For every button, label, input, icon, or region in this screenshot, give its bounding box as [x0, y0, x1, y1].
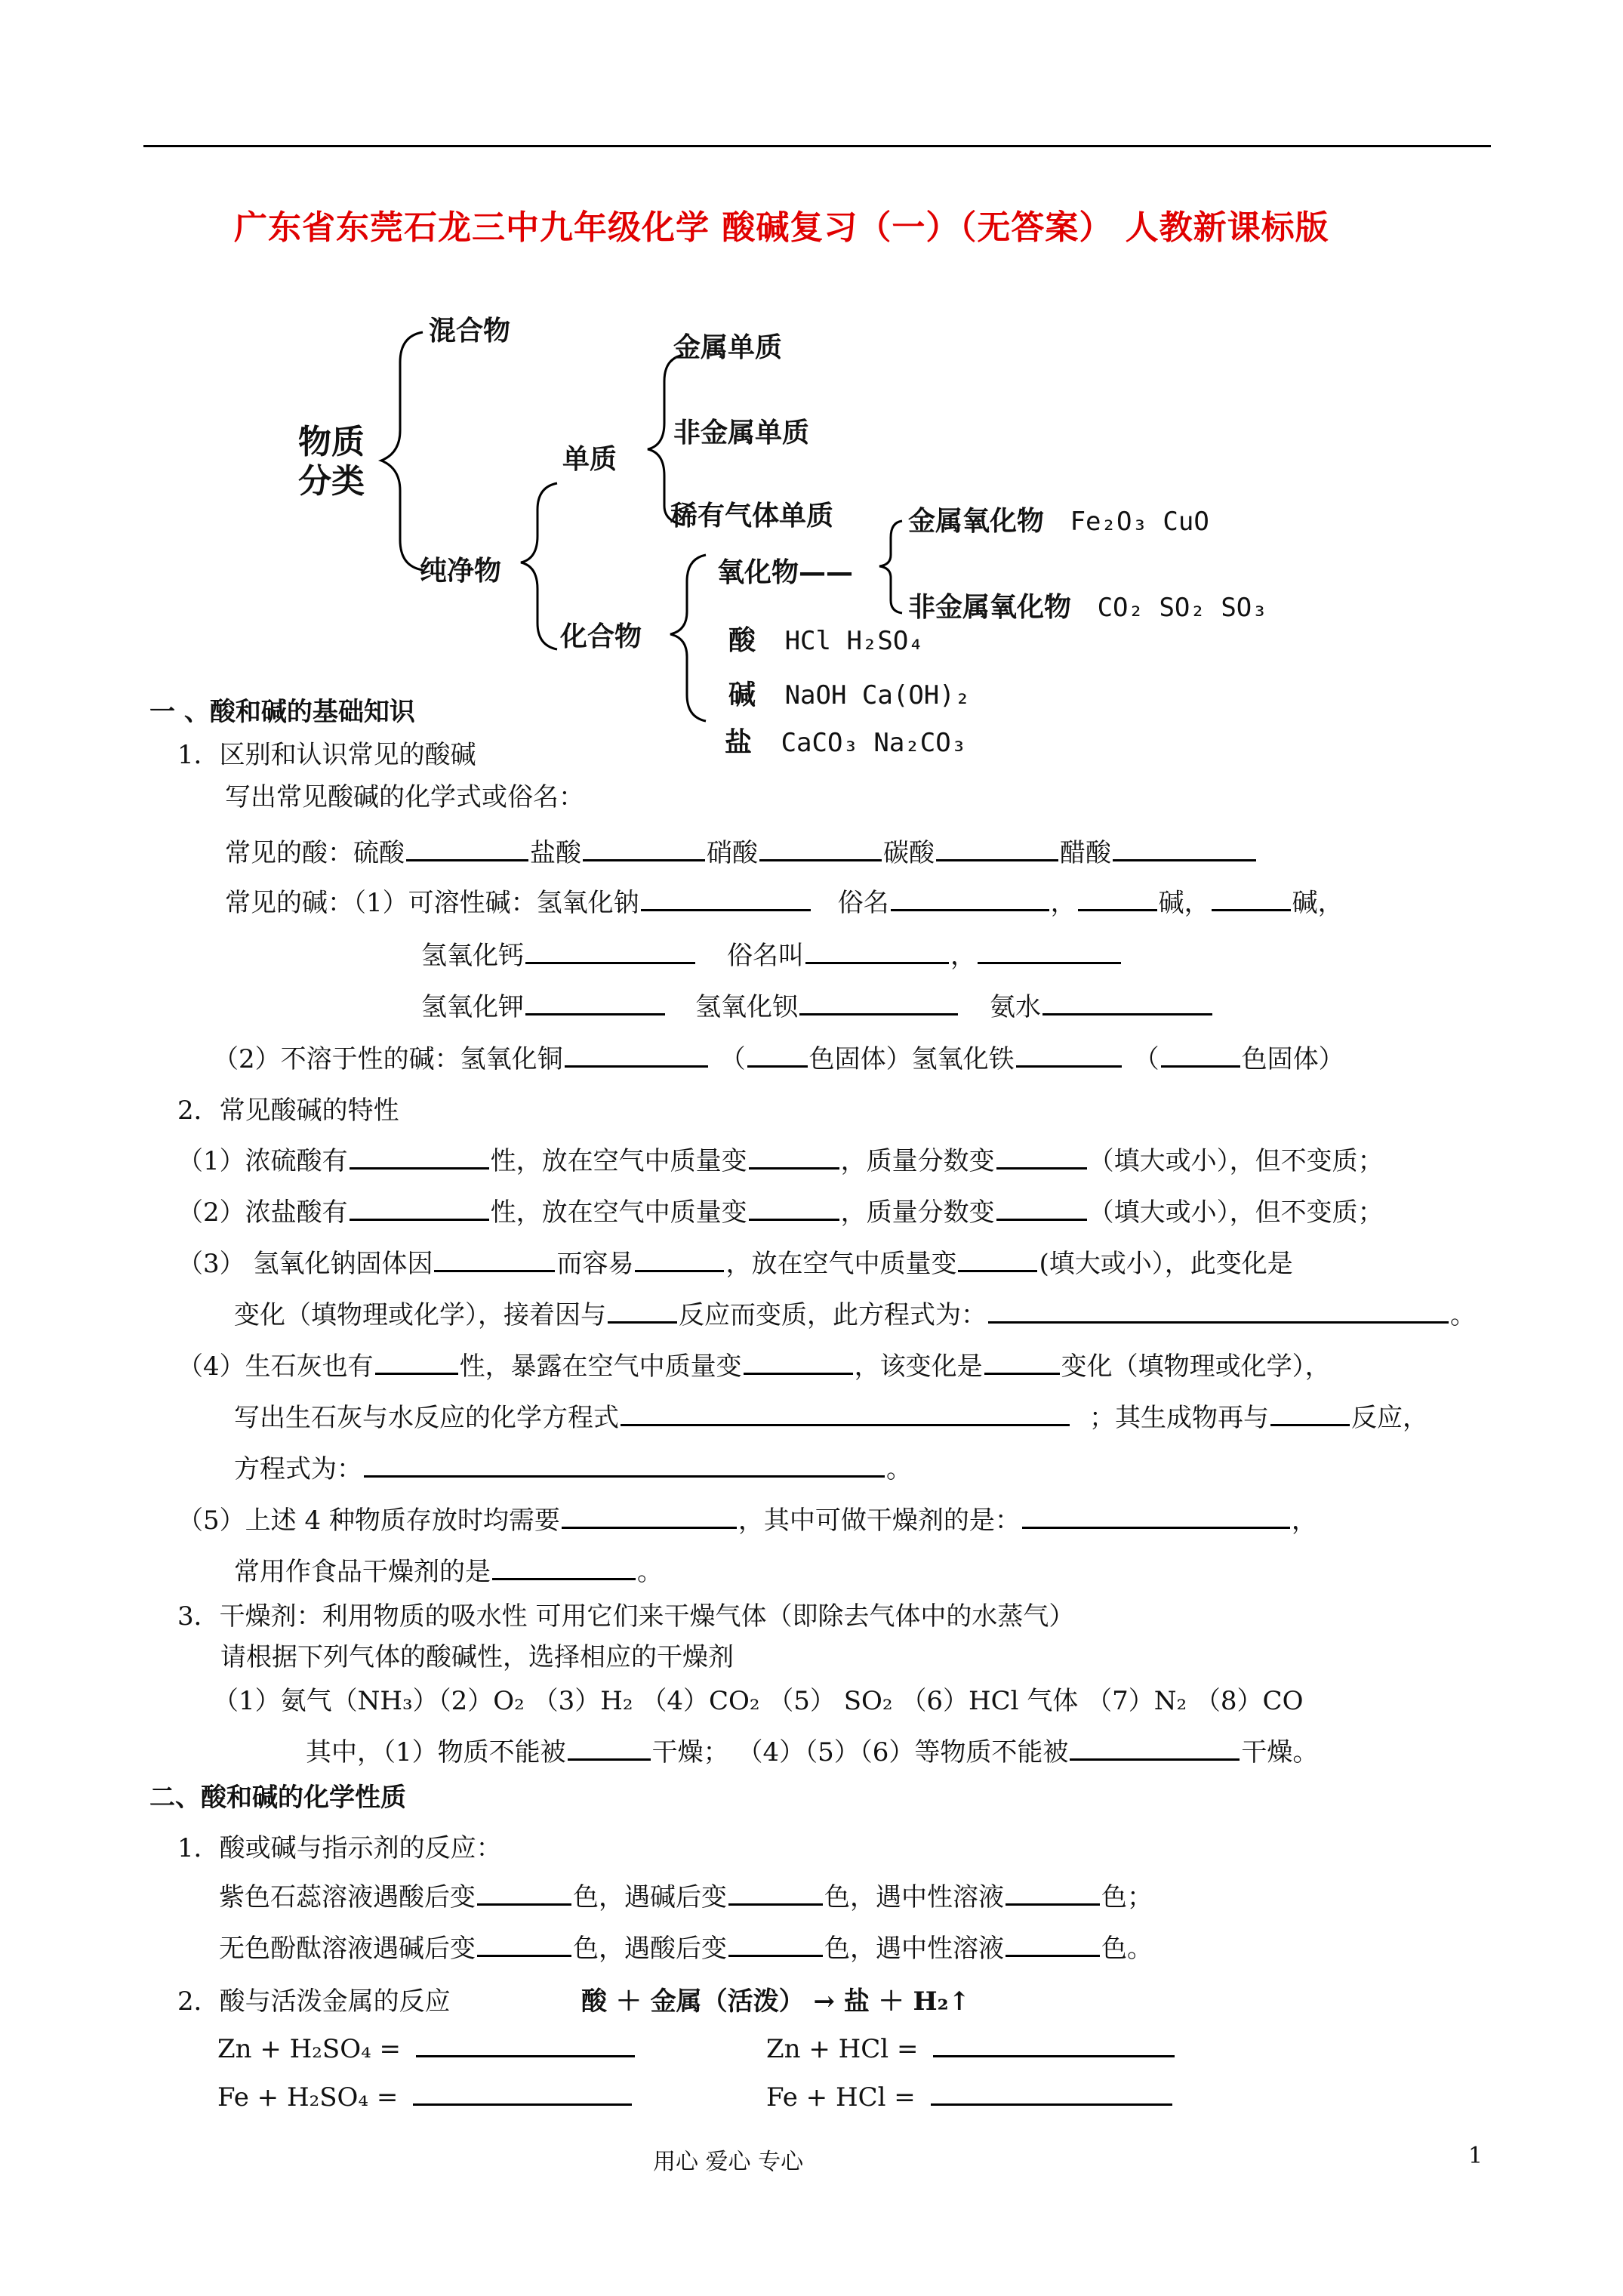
- acid-sulfuric: 硫酸: [353, 838, 405, 868]
- text: Fe + HCl =: [766, 2082, 916, 2113]
- answer-blank[interactable]: [747, 1040, 808, 1068]
- text: 色；: [1101, 1882, 1153, 1912]
- tree-acid: [728, 619, 924, 658]
- answer-blank[interactable]: [1022, 1501, 1290, 1529]
- text: Fe + H₂SO₄ =: [217, 2082, 399, 2113]
- answer-blank[interactable]: [416, 2029, 635, 2057]
- text: 性，放在空气中质量变: [490, 1146, 747, 1176]
- answer-blank[interactable]: [1212, 883, 1291, 911]
- answer-blank[interactable]: [565, 1040, 708, 1068]
- text: 。: [1450, 1300, 1476, 1330]
- s2-q2-equation: 酸 ＋ 金属（活泼） → 盐 ＋ H₂↑: [581, 1986, 971, 2017]
- answer-blank[interactable]: [891, 883, 1049, 911]
- paren-open: （: [1133, 1044, 1160, 1074]
- cao-line-3: [234, 1448, 912, 1485]
- tree-nonmetal-oxide: [908, 586, 1267, 624]
- answer-blank[interactable]: [492, 1552, 636, 1580]
- text: ；其生成物再与: [1089, 1403, 1269, 1433]
- text: 性，放在空气中质量变: [490, 1197, 747, 1228]
- tree-compound: 化合物: [560, 621, 642, 652]
- text: 。: [886, 1454, 912, 1484]
- q3-intro: 请根据下列气体的酸碱性，选择相应的干燥剂: [220, 1642, 734, 1672]
- answer-blank[interactable]: [958, 1244, 1037, 1272]
- q1-title: 1．区别和认识常见的酸碱: [177, 740, 476, 770]
- base-label: 碱: [728, 680, 756, 710]
- koh-label: 氢氧化钾: [421, 992, 524, 1022]
- equation-3: [217, 2078, 633, 2113]
- text: 变化（填物理或化学），: [1061, 1351, 1331, 1382]
- tree-salt: [725, 721, 966, 760]
- tree-noble-gas: 稀有气体单质: [670, 501, 834, 532]
- text: ，放在空气中质量变: [725, 1249, 957, 1279]
- insoluble-line: [213, 1038, 1344, 1075]
- naoh-line: [177, 1243, 1293, 1280]
- q2-title: 2．常见酸碱的特性: [177, 1096, 399, 1126]
- answer-blank[interactable]: [1078, 883, 1157, 911]
- fe-color-label: 色固体）: [1241, 1044, 1344, 1074]
- base-formulas: NaOH Ca(OH)₂: [784, 680, 971, 710]
- text: 色，遇中性溶液: [824, 1882, 1004, 1912]
- acid-carbonic: 碳酸: [883, 838, 935, 868]
- answer-blank[interactable]: [933, 2029, 1175, 2057]
- text: 。: [637, 1557, 663, 1587]
- equation-2: [766, 2029, 1176, 2064]
- text: 写出生石灰与水反应的化学方程式: [234, 1403, 619, 1433]
- text: （1）浓硫酸有: [177, 1146, 348, 1176]
- salt-label: 盐: [725, 727, 753, 758]
- answer-blank[interactable]: [375, 1347, 458, 1375]
- answer-blank[interactable]: [996, 1142, 1087, 1170]
- text: 方程式为：: [234, 1454, 362, 1484]
- answer-blank[interactable]: [641, 883, 811, 911]
- answer-blank[interactable]: [744, 1347, 853, 1375]
- text: 干燥。: [1241, 1737, 1319, 1767]
- text: (填大或小），此变化是: [1039, 1249, 1293, 1279]
- answer-blank[interactable]: [931, 2078, 1172, 2106]
- comma: ，: [1050, 888, 1076, 918]
- equation-4: [766, 2078, 1174, 2113]
- text: Zn + H₂SO₄ =: [217, 2034, 401, 2064]
- answer-blank[interactable]: [364, 1450, 885, 1478]
- text: ，: [1291, 1505, 1317, 1536]
- text: 紫色石蕊溶液遇酸后变: [219, 1882, 476, 1912]
- answer-blank[interactable]: [1016, 1040, 1122, 1068]
- answer-blank[interactable]: [434, 1244, 555, 1272]
- text: （填大或小），但不变质；: [1088, 1197, 1384, 1228]
- cao-line: [177, 1345, 1331, 1382]
- equation-1: [217, 2029, 636, 2064]
- answer-blank[interactable]: [1006, 1929, 1100, 1957]
- answer-blank[interactable]: [988, 1296, 1449, 1324]
- bases-label: 常见的碱：（1）可溶性碱：氢氧化钠: [225, 888, 639, 918]
- paren-open: （: [719, 1044, 746, 1074]
- page-title: 广东省东莞石龙三中九年级化学 酸碱复习（一）（无答案） 人教新课标版: [234, 208, 1329, 247]
- tree-mixture: 混合物: [429, 316, 511, 347]
- acid-formulas: HCl H₂SO₄: [784, 626, 924, 656]
- baoh-label: 氢氧化钡: [695, 992, 798, 1022]
- answer-blank[interactable]: [996, 1193, 1087, 1221]
- text: ，质量分数变: [840, 1197, 995, 1228]
- text: 其中，（1）物质不能被: [306, 1737, 566, 1767]
- text: ，其中可做干燥剂的是：: [738, 1505, 1021, 1536]
- text: （5）上述 4 种物质存放时均需要: [177, 1505, 560, 1536]
- answer-blank[interactable]: [799, 988, 958, 1015]
- text: 色。: [1101, 1934, 1153, 1964]
- acid-label: 酸: [728, 625, 756, 656]
- comma: ，: [950, 941, 976, 971]
- answer-blank[interactable]: [1042, 988, 1212, 1015]
- text: （3） 氢氧化钠固体因: [177, 1249, 433, 1279]
- text: 无色酚酞溶液遇碱后变: [219, 1934, 476, 1964]
- s2-q1-title: 1．酸或碱与指示剂的反应：: [177, 1833, 502, 1863]
- storage-line: [177, 1499, 1317, 1536]
- text: （填大或小），但不变质；: [1088, 1146, 1384, 1176]
- metal-oxide-label: 金属氧化物: [908, 506, 1045, 537]
- caoh-label: 氢氧化钙: [421, 941, 524, 971]
- text: ，该变化是: [854, 1351, 983, 1382]
- phenolphthalein-line: [219, 1928, 1153, 1965]
- salt-formulas: CaCO₃ Na₂CO₃: [781, 728, 967, 758]
- tree-metal-element: 金属单质: [673, 332, 783, 363]
- text: ，质量分数变: [840, 1146, 995, 1176]
- koh-line: [421, 986, 1214, 1023]
- answer-blank[interactable]: [978, 936, 1121, 964]
- answer-blank[interactable]: [525, 988, 665, 1015]
- answer-blank[interactable]: [477, 1929, 571, 1957]
- answer-blank[interactable]: [608, 1296, 677, 1324]
- answer-blank[interactable]: [350, 1193, 489, 1221]
- answer-blank[interactable]: [1161, 1040, 1240, 1068]
- bases-line: [225, 882, 1344, 919]
- answer-blank[interactable]: [1270, 1398, 1350, 1426]
- answer-blank[interactable]: [350, 1142, 489, 1170]
- section1-heading: 一 、酸和碱的基础知识: [149, 697, 415, 727]
- text: 反应而变质，此方程式为：: [679, 1300, 987, 1330]
- nonmetal-oxide-formulas: CO₂ SO₂ SO₃: [1097, 593, 1267, 623]
- text: 色，遇酸后变: [573, 1934, 727, 1964]
- acid-acetic: 醋酸: [1060, 838, 1111, 868]
- answer-blank[interactable]: [562, 1501, 737, 1529]
- acids-label: 常见的酸：: [225, 838, 353, 868]
- text: 反应，: [1351, 1403, 1428, 1433]
- answer-blank[interactable]: [728, 1878, 823, 1906]
- answer-blank[interactable]: [984, 1347, 1060, 1375]
- answer-blank[interactable]: [583, 834, 705, 861]
- answer-blank[interactable]: [635, 1244, 724, 1272]
- acids-line: [225, 832, 1258, 869]
- tree-element: 单质: [562, 444, 617, 475]
- answer-blank[interactable]: [936, 834, 1058, 861]
- caoh-alias-label: 俗名叫: [727, 941, 804, 971]
- metal-oxide-formulas: Fe₂O₃ CuO: [1070, 507, 1209, 537]
- tree-oxide: 氧化物——: [717, 557, 854, 588]
- text: Zn + HCl =: [766, 2034, 919, 2064]
- cao-line-2: [234, 1397, 1428, 1434]
- food-desiccant-line: [234, 1551, 663, 1588]
- naoh-line-2: [234, 1294, 1476, 1331]
- base-word: 碱，: [1292, 888, 1344, 918]
- tree-nonmetal-element: 非金属单质: [673, 418, 810, 448]
- text: 色，遇碱后变: [573, 1882, 727, 1912]
- tree-pure: 纯净物: [420, 556, 502, 587]
- hcl-line: [177, 1191, 1384, 1228]
- answer-blank[interactable]: [749, 1193, 839, 1221]
- text: 性，暴露在空气中质量变: [459, 1351, 742, 1382]
- text: （4）生石灰也有: [177, 1351, 374, 1382]
- acid-hydrochloric: 盐酸: [530, 838, 581, 868]
- answer-blank[interactable]: [525, 936, 695, 964]
- q3-title: 3．干燥剂：利用物质的吸水性 可用它们来干燥气体（即除去气体中的水蒸气）: [177, 1601, 1075, 1632]
- h2so4-line: [177, 1140, 1384, 1177]
- tree-metal-oxide: [908, 500, 1209, 538]
- page-number: 1: [1468, 2143, 1483, 2169]
- answer-blank[interactable]: [1113, 834, 1256, 861]
- naoh-alias-label: 俗名: [837, 888, 889, 918]
- answer-blank[interactable]: [477, 1878, 571, 1906]
- text: 常用作食品干燥剂的是: [234, 1557, 491, 1587]
- ammonia-label: 氨水: [990, 992, 1041, 1022]
- answer-blank[interactable]: [759, 834, 882, 861]
- answer-blank[interactable]: [805, 936, 949, 964]
- answer-blank[interactable]: [621, 1398, 1070, 1426]
- nonmetal-oxide-label: 非金属氧化物: [908, 592, 1072, 623]
- answer-blank[interactable]: [568, 1733, 651, 1761]
- text: （2）浓盐酸有: [177, 1197, 348, 1228]
- base-word: 碱，: [1158, 888, 1210, 918]
- text: 而容易: [556, 1249, 634, 1279]
- answer-blank[interactable]: [749, 1142, 839, 1170]
- text: 变化（填物理或化学），接着因与: [234, 1300, 606, 1330]
- answer-blank[interactable]: [1070, 1733, 1240, 1761]
- answer-blank[interactable]: [413, 2078, 632, 2106]
- answer-blank[interactable]: [406, 834, 528, 861]
- insoluble-label: （2）不溶于性的碱：氢氧化铜: [213, 1044, 563, 1074]
- cu-color-label: 色固体）氢氧化铁: [808, 1044, 1015, 1074]
- footer-motto: 用心 爱心 专心: [653, 2149, 804, 2175]
- answer-blank[interactable]: [1006, 1878, 1100, 1906]
- q1-intro: 写出常见酸碱的化学式或俗名：: [225, 782, 584, 812]
- s2-q2-title: 2．酸与活泼金属的反应: [177, 1986, 451, 2017]
- tree-base: [728, 673, 970, 712]
- text: 色，遇中性溶液: [824, 1934, 1004, 1964]
- acid-nitric: 硝酸: [707, 838, 758, 868]
- answer-blank[interactable]: [728, 1929, 823, 1957]
- text: 干燥； （4）（5）（6）等物质不能被: [651, 1737, 1069, 1767]
- section2-heading: 二、酸和碱的化学性质: [149, 1783, 406, 1813]
- tree-root: 物质 分类: [298, 423, 365, 501]
- desiccant-line: [306, 1731, 1318, 1768]
- litmus-line: [219, 1876, 1153, 1913]
- caoh-line: [421, 935, 1123, 972]
- gases-list: （1）氨气（NH₃）（2）O₂ （3）H₂ （4）CO₂ （5） SO₂ （6）HCl 气体 （7）N₂ （8）CO: [213, 1686, 1304, 1716]
